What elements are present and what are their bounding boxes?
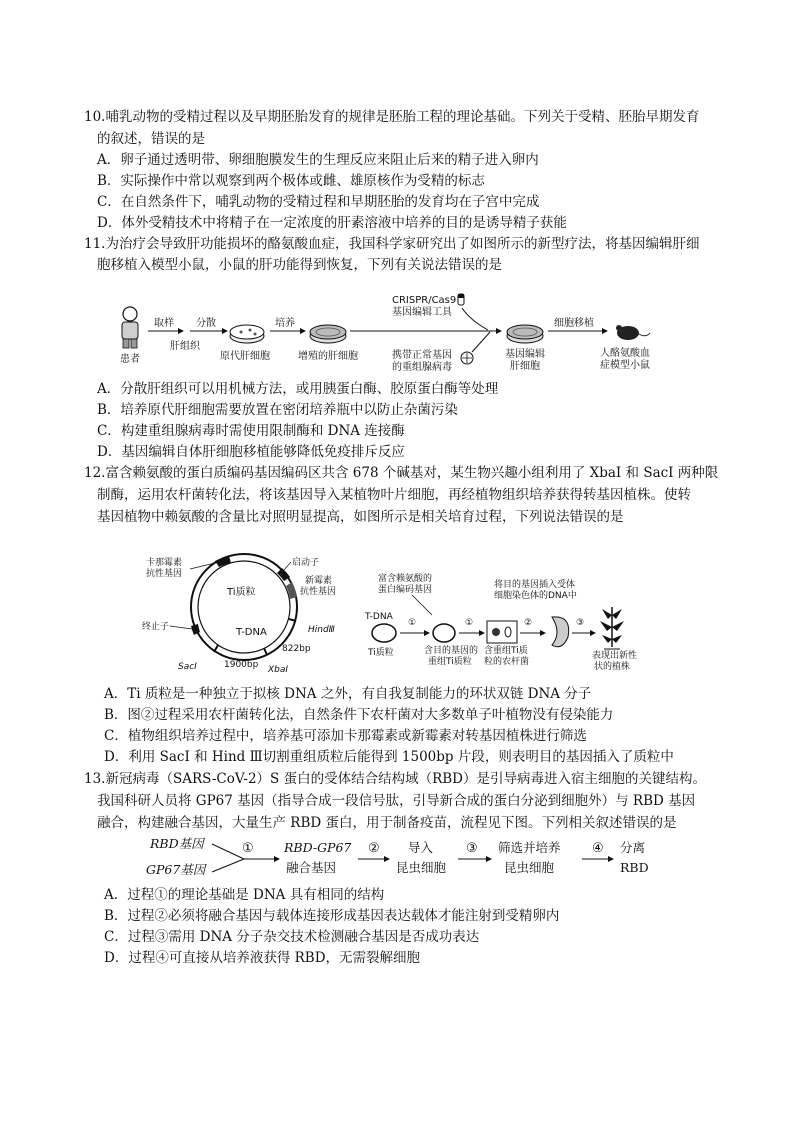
q12-option-a: A．Ti 质粒是一种独立于拟核 DNA 之外，有自我复制能力的环状双链 DNA 分子 bbox=[104, 686, 592, 702]
q13-option-d: D．过程④可直接从培养液获得 RBD，无需裂解细胞 bbox=[104, 950, 421, 966]
flow-step4-circle: ④ bbox=[592, 841, 604, 856]
edited-cells-label-line1: 基因编辑 bbox=[505, 349, 545, 360]
q12-option-c: C．植物组织培养过程中，培养基可添加卡那霉素或新霉素对转基因植株进行筛选 bbox=[104, 728, 587, 744]
ti-small-label: Ti质粒 bbox=[368, 648, 394, 658]
ti-plasmid-label: Ti质粒 bbox=[227, 587, 256, 598]
q12-stem-line2: 制酶，运用农杆菌转化法，将该基因导入某植物叶片细胞，再经植物组织培养获得转基因植株。使转 bbox=[97, 487, 691, 503]
q13-stem-line1: 13.新冠病毒（SARS-CoV-2）S 蛋白的受体结合结构域（RBD）是引导病毒进入宿主细胞的关键结构。 bbox=[84, 771, 707, 787]
gp67-gene-label: GP67基因 bbox=[146, 862, 206, 877]
edited-cells-dish-icon bbox=[507, 325, 543, 343]
q13-stem-line3: 融合，构建融合基因，大量生产 RBD 蛋白，用于制备疫苗，流程见下图。下列相关叙述错误的是 bbox=[97, 815, 677, 831]
kanamycin-gene-block bbox=[215, 556, 231, 567]
q10-option-c: C．在自然条件下，哺乳动物的受精过程和早期胚胎的发育均在子宫中完成 bbox=[97, 194, 540, 210]
separate-top: 分离 bbox=[620, 840, 646, 855]
q13-option-b: B．过程②必须将融合基因与载体连接形成基因表达载体才能注射到受精卵内 bbox=[104, 908, 560, 924]
q10-stem-line2: 的叙述，错误的是 bbox=[97, 131, 205, 147]
q11-option-b: B．培养原代肝细胞需要放置在密闭培养瓶中以防止杂菌污染 bbox=[97, 402, 458, 418]
q13-option-c: C．过程③需用 DNA 分子杂交技术检测融合基因是否成功表达 bbox=[104, 929, 480, 945]
q12-option-b: B．图②过程采用农杆菌转化法，自然条件下农杆菌对大多数单子叶植物没有侵染能力 bbox=[104, 707, 614, 723]
q11-option-d: D．基因编辑自体肝细胞移植能够降低免疫排斥反应 bbox=[97, 444, 405, 460]
recomb-label-line2: 重组Ti质粒 bbox=[428, 657, 472, 667]
tdna-small-label: T-DNA bbox=[365, 612, 393, 622]
step-disperse-label: 分散 bbox=[196, 318, 216, 329]
fusion-gene-bottom: 融合基因 bbox=[286, 860, 337, 875]
tdna-label: T-DNA bbox=[236, 627, 267, 638]
saci-label: SacⅠ bbox=[178, 662, 197, 672]
q12-stem-line3: 基因植物中赖氨酸的含量比对照明显提高，如图所示是相关培育过程，下列说法错误的是 bbox=[97, 509, 624, 525]
liver-tissue-label: 肝组织 bbox=[170, 341, 200, 352]
screen-bottom: 昆虫细胞 bbox=[504, 860, 555, 875]
recomb-label-line1: 含目的基因的 bbox=[424, 646, 479, 656]
flow-step3-circle: ③ bbox=[466, 841, 478, 856]
flow-step2-circle: ② bbox=[368, 841, 380, 856]
q11-liver-therapy-figure bbox=[110, 286, 670, 381]
small-ti-plasmid-icon bbox=[372, 624, 396, 642]
import-top: 导入 bbox=[408, 840, 434, 855]
q13-flow-diagram bbox=[146, 832, 666, 882]
transgenic-plant-icon bbox=[600, 607, 624, 649]
q12-ti-plasmid-figure bbox=[132, 545, 652, 680]
insert-label-line1: 将目的基因插入受体 bbox=[494, 580, 576, 590]
bp822-label: 822bp bbox=[282, 644, 311, 654]
step2-circle: ② bbox=[524, 618, 533, 628]
q10-option-d: D．体外受精技术中将精子在一定浓度的肝素溶液中培养的目的是诱导精子获能 bbox=[97, 215, 567, 231]
crispr-label-line1: CRISPR/Cas9 bbox=[392, 295, 457, 306]
terminator-label: 终止子 bbox=[142, 622, 170, 632]
q12-stem-line1: 12.富含赖氨酸的蛋白质编码基因编码区共含 678 个碱基对，某生物兴趣小组利用了 XbaI 和 SacI 两种限 bbox=[84, 465, 719, 481]
promoter-label: 启动子 bbox=[292, 558, 320, 568]
q12-option-d: D．利用 SacI 和 Hind Ⅲ切割重组质粒后能得到 1500bp 片段，则表明目的基因插入了质粒中 bbox=[104, 749, 674, 765]
q13-stem-line2: 我国科研人员将 GP67 基因（指导合成一段信号肽，引导新合成的蛋白分泌到细胞外）与 RBD 基因 bbox=[97, 793, 696, 809]
neomycin-gene-block bbox=[286, 582, 297, 599]
q10-option-a: A．卵子通过透明带、卵细胞膜发生的生理反应来阻止后来的精子进入卵内 bbox=[97, 152, 539, 168]
leaf-cell-icon bbox=[552, 617, 569, 647]
step-culture-label: 培养 bbox=[275, 318, 295, 329]
q11-option-c: C．构建重组腺病毒时需使用限制酶和 DNA 连接酶 bbox=[97, 423, 405, 439]
edited-cells-label-line2: 肝细胞 bbox=[510, 361, 540, 372]
insert-label-line2: 细胞染色体的DNA中 bbox=[494, 591, 577, 601]
crispr-label-line2: 基因编辑工具 bbox=[392, 307, 452, 318]
neomycin-label-line2: 抗性基因 bbox=[300, 587, 337, 597]
xbai-label: XbaⅠ bbox=[268, 665, 289, 675]
q13-option-a: A．过程①的理论基础是 DNA 具有相同的结构 bbox=[104, 887, 385, 903]
fusion-gene-top: RBD-GP67 bbox=[284, 840, 352, 855]
proliferated-cells-label: 增殖的肝细胞 bbox=[298, 351, 358, 362]
crispr-tool-icon bbox=[458, 294, 464, 305]
agrobacterium-icon bbox=[487, 621, 517, 643]
q11-stem-line2: 胞移植入模型小鼠，小鼠的肝功能得到恢复，下列有关说法错误的是 bbox=[97, 257, 502, 273]
plant-label-line2: 状的植株 bbox=[594, 662, 631, 672]
import-bottom: 昆虫细胞 bbox=[396, 860, 447, 875]
q11-stem-line1: 11.为治疗会导致肝功能损坏的酪氨酸血症，我国科学家研究出了如图所示的新型疗法，将基因编辑肝细 bbox=[84, 236, 700, 252]
bp1900-label: 1900bp bbox=[224, 660, 259, 670]
q11-option-a: A．分散肝组织可以用机械方法，或用胰蛋白酶、胶原蛋白酶等处理 bbox=[97, 381, 499, 397]
screen-top: 筛选并培养 bbox=[498, 840, 561, 855]
virus-label-line2: 的重组腺病毒 bbox=[392, 362, 452, 373]
patient-icon bbox=[122, 307, 138, 348]
hindiii-label: HindⅢ bbox=[308, 625, 335, 635]
step1-circle: ① bbox=[408, 618, 417, 628]
gene-label-line1: 富含赖氨酸的 bbox=[378, 574, 433, 584]
step-sample-label: 取样 bbox=[154, 318, 174, 329]
q10-stem-line1: 10.哺乳动物的受精过程以及早期胚胎发育的规律是胚胎工程的理论基础。下列关于受精、胚胎早期发育 bbox=[84, 109, 700, 125]
proliferated-cells-dish-icon bbox=[310, 325, 346, 343]
flow-step1-circle: ① bbox=[242, 841, 254, 856]
agro-label-line2: 粒的农杆菌 bbox=[484, 657, 530, 667]
primary-cells-label: 原代肝细胞 bbox=[220, 351, 270, 362]
neomycin-label-line1: 新霉素 bbox=[305, 576, 333, 586]
kanamycin-label-line2: 抗性基因 bbox=[146, 569, 183, 579]
mouse-label-line2: 症模型小鼠 bbox=[600, 360, 650, 371]
primary-cells-dish-icon bbox=[230, 325, 264, 343]
kanamycin-label-line1: 卡那霉素 bbox=[146, 558, 183, 568]
agro-label-line1: 含重组Ti质 bbox=[484, 646, 528, 656]
step1b-circle: ① bbox=[465, 618, 474, 628]
mouse-label-line1: 人酪氨酸血 bbox=[600, 348, 650, 359]
recombinant-plasmid-icon bbox=[433, 624, 455, 642]
rbd-gene-label: RBD基因 bbox=[150, 836, 204, 851]
q10-option-b: B．实际操作中常以观察到两个极体或雌、雄原核作为受精的标志 bbox=[97, 173, 485, 189]
mouse-icon bbox=[616, 325, 650, 340]
gene-label-line2: 蛋白编码基因 bbox=[378, 585, 433, 595]
virus-label-line1: 携带正常基因 bbox=[392, 350, 452, 361]
step-transplant-label: 细胞移植 bbox=[554, 318, 594, 329]
step3-circle: ③ bbox=[576, 618, 585, 628]
plant-label-line1: 表现出新性 bbox=[592, 651, 638, 661]
separate-bottom: RBD bbox=[620, 860, 649, 875]
adenovirus-icon bbox=[461, 352, 473, 364]
patient-label: 患者 bbox=[120, 354, 140, 365]
